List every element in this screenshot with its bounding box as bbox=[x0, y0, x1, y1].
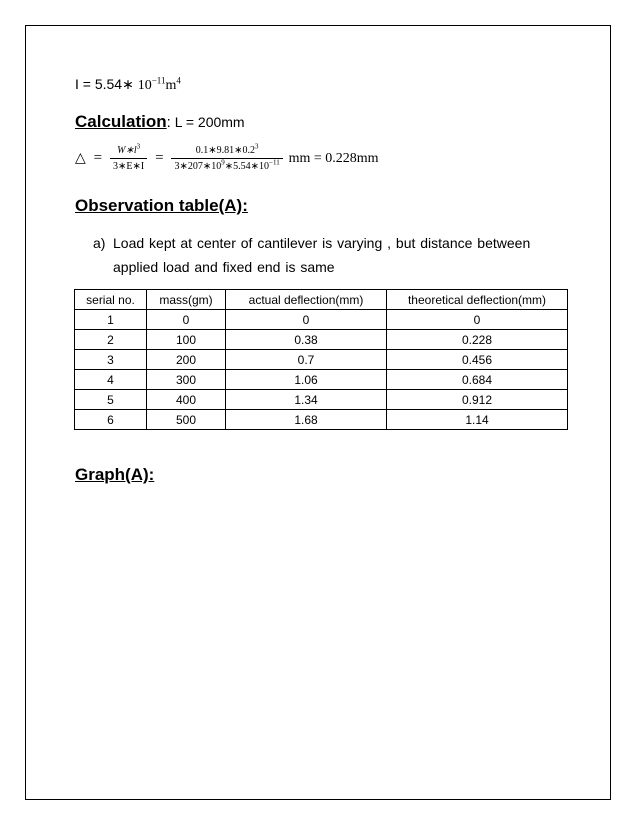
observation-item-line2: applied load and fixed end is same bbox=[113, 259, 335, 275]
inertia-mantissa: 10 bbox=[137, 78, 152, 93]
table-row bbox=[75, 390, 568, 410]
table-row bbox=[75, 370, 568, 390]
cell-serial: 2 bbox=[75, 330, 147, 350]
numeric-fraction bbox=[171, 142, 282, 172]
inertia-operator: ∗ bbox=[122, 78, 134, 93]
formula-equals-1: = bbox=[93, 150, 103, 166]
delta-symbol: △ bbox=[75, 151, 86, 166]
observation-heading: Observation table(A): bbox=[75, 196, 248, 215]
cell-actual: 0 bbox=[226, 310, 387, 330]
calculation-heading: Calculation bbox=[75, 112, 167, 131]
header-serial: serial no. bbox=[75, 290, 147, 310]
cell-actual: 1.68 bbox=[226, 410, 387, 430]
graph-heading: Graph(A): bbox=[75, 465, 155, 484]
header-mass: mass(gm) bbox=[147, 290, 226, 310]
inertia-unit-power: 4 bbox=[176, 75, 181, 86]
table-row bbox=[75, 410, 568, 430]
table-row bbox=[75, 330, 568, 350]
table-row bbox=[75, 310, 568, 330]
cell-actual: 1.34 bbox=[226, 390, 387, 410]
cell-serial: 3 bbox=[75, 350, 147, 370]
cell-theoretical: 1.14 bbox=[387, 410, 568, 430]
cell-mass: 0 bbox=[147, 310, 226, 330]
cell-theoretical: 0.228 bbox=[387, 330, 568, 350]
cell-mass: 500 bbox=[147, 410, 226, 430]
table-header-row bbox=[75, 290, 568, 310]
formula-result: mm = 0.228mm bbox=[288, 150, 379, 166]
table-row bbox=[75, 350, 568, 370]
cell-serial: 4 bbox=[75, 370, 147, 390]
cell-mass: 100 bbox=[147, 330, 226, 350]
symbolic-fraction bbox=[110, 142, 147, 172]
cell-mass: 200 bbox=[147, 350, 226, 370]
calculation-length: L = 200mm bbox=[174, 114, 245, 130]
symbolic-numerator: $W∗l^3$ bbox=[110, 145, 147, 159]
cell-mass: 300 bbox=[147, 370, 226, 390]
cell-serial: 6 bbox=[75, 410, 147, 430]
inertia-unit: m bbox=[165, 78, 177, 93]
cell-serial: 1 bbox=[75, 310, 147, 330]
cell-actual: 0.7 bbox=[226, 350, 387, 370]
symbolic-denominator: 3∗E∗I bbox=[113, 161, 145, 172]
cell-theoretical: 0.912 bbox=[387, 390, 568, 410]
inertia-label: I = 5.54 bbox=[75, 76, 123, 92]
inertia-exponent: −11 bbox=[151, 75, 166, 86]
cell-theoretical: 0.684 bbox=[387, 370, 568, 390]
header-theoretical-deflection: theoretical deflection(mm) bbox=[387, 290, 568, 310]
cell-actual: 1.06 bbox=[226, 370, 387, 390]
observation-item-marker: a) bbox=[93, 235, 106, 251]
cell-mass: 400 bbox=[147, 390, 226, 410]
cell-actual: 0.38 bbox=[226, 330, 387, 350]
cell-serial: 5 bbox=[75, 390, 147, 410]
header-actual-deflection: actual deflection(mm) bbox=[226, 290, 387, 310]
numeric-numerator: $0.1∗9.81∗0.2^3$ bbox=[171, 145, 282, 159]
cell-theoretical: 0.456 bbox=[387, 350, 568, 370]
cell-theoretical: 0 bbox=[387, 310, 568, 330]
moment-of-inertia-line bbox=[75, 76, 181, 94]
deflection-formula bbox=[75, 142, 379, 172]
observation-item-line1: Load kept at center of cantilever is varying , but distance between bbox=[113, 235, 531, 251]
numeric-denominator: $3∗207∗10^9∗5.54∗10^{-11}$ bbox=[174, 158, 280, 172]
calculation-colon: : bbox=[166, 114, 171, 131]
formula-equals-2: = bbox=[155, 150, 164, 166]
observation-table bbox=[74, 289, 568, 430]
calculation-line bbox=[75, 112, 245, 132]
